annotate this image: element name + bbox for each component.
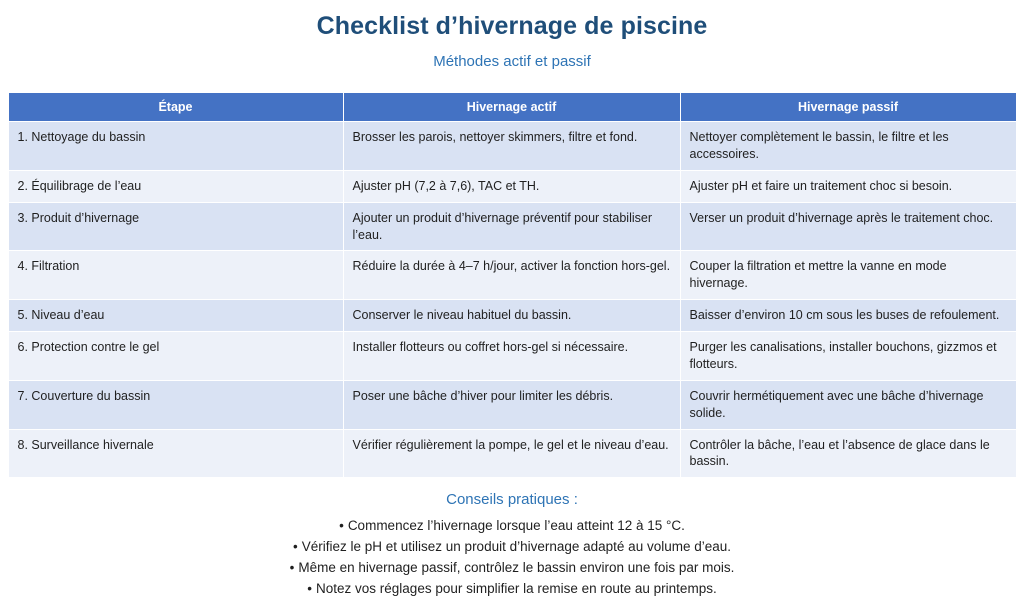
cell-step: 3. Produit d’hivernage (8, 202, 343, 251)
table-row (8, 202, 1016, 251)
cell-active: Poser une bâche d’hiver pour limiter les débris. (343, 380, 680, 429)
tips-list (0, 516, 1024, 600)
cell-passive: Couper la filtration et mettre la vanne en mode hivernage. (680, 251, 1016, 300)
cell-step: 7. Couverture du bassin (8, 380, 343, 429)
list-item (0, 579, 1024, 600)
cell-active: Réduire la durée à 4–7 h/jour, activer la fonction hors-gel. (343, 251, 680, 300)
page-subtitle: Méthodes actif et passif (433, 53, 591, 70)
table-row (8, 332, 1016, 381)
bullet-icon: • (307, 581, 313, 597)
tip-text: Vérifiez le pH et utilisez un produit d’hivernage adapté au volume d’eau. (301, 539, 731, 555)
cell-step: 2. Équilibrage de l’eau (8, 170, 343, 202)
cell-passive: Purger les canalisations, installer bouchons, gizzmos et flotteurs. (680, 332, 1016, 381)
table-row (8, 251, 1016, 300)
bullet-icon: • (293, 539, 298, 555)
cell-active: Installer flotteurs ou coffret hors-gel si nécessaire. (343, 332, 680, 381)
table-row (8, 429, 1016, 478)
winterizing-checklist-table (8, 92, 1017, 478)
table-row (8, 380, 1016, 429)
table-header-row (8, 93, 1016, 122)
cell-passive: Couvrir hermétiquement avec une bâche d’hivernage solide. (680, 380, 1016, 429)
cell-step: 4. Filtration (8, 251, 343, 300)
cell-active: Brosser les parois, nettoyer skimmers, filtre et fond. (343, 122, 680, 171)
bullet-icon: • (339, 518, 344, 534)
cell-step: 6. Protection contre le gel (8, 332, 343, 381)
cell-passive: Ajuster pH et faire un traitement choc si besoin. (680, 170, 1016, 202)
table-row (8, 300, 1016, 332)
table-row (8, 122, 1016, 171)
column-header-active: Hivernage actif (343, 93, 680, 122)
cell-active: Ajuster pH (7,2 à 7,6), TAC et TH. (343, 170, 680, 202)
tip-text: Même en hivernage passif, contrôlez le bassin environ une fois par mois. (298, 560, 735, 576)
cell-passive: Verser un produit d’hivernage après le traitement choc. (680, 202, 1016, 251)
page-title: Checklist d’hivernage de piscine (316, 12, 708, 40)
tip-text: Commencez l’hivernage lorsque l’eau atteint 12 à 15 °C. (347, 518, 685, 534)
list-item (0, 537, 1024, 558)
cell-passive: Baisser d’environ 10 cm sous les buses de refoulement. (680, 300, 1016, 332)
tips-title: Conseils pratiques : (446, 491, 578, 509)
tip-text: Notez vos réglages pour simplifier la remise en route au printemps. (316, 581, 717, 597)
table-row (8, 170, 1016, 202)
cell-active: Conserver le niveau habituel du bassin. (343, 300, 680, 332)
cell-step: 1. Nettoyage du bassin (8, 122, 343, 171)
cell-passive: Nettoyer complètement le bassin, le filtre et les accessoires. (680, 122, 1016, 171)
bullet-icon: • (289, 560, 295, 576)
document-page (0, 12, 1024, 597)
cell-step: 8. Surveillance hivernale (8, 429, 343, 478)
column-header-passive: Hivernage passif (680, 93, 1016, 122)
cell-active: Vérifier régulièrement la pompe, le gel et le niveau d’eau. (343, 429, 680, 478)
list-item (0, 516, 1024, 537)
cell-active: Ajouter un produit d’hivernage préventif pour stabiliser l’eau. (343, 202, 680, 251)
column-header-step: Étape (8, 93, 343, 122)
cell-step: 5. Niveau d’eau (8, 300, 343, 332)
cell-passive: Contrôler la bâche, l’eau et l’absence de glace dans le bassin. (680, 429, 1016, 478)
